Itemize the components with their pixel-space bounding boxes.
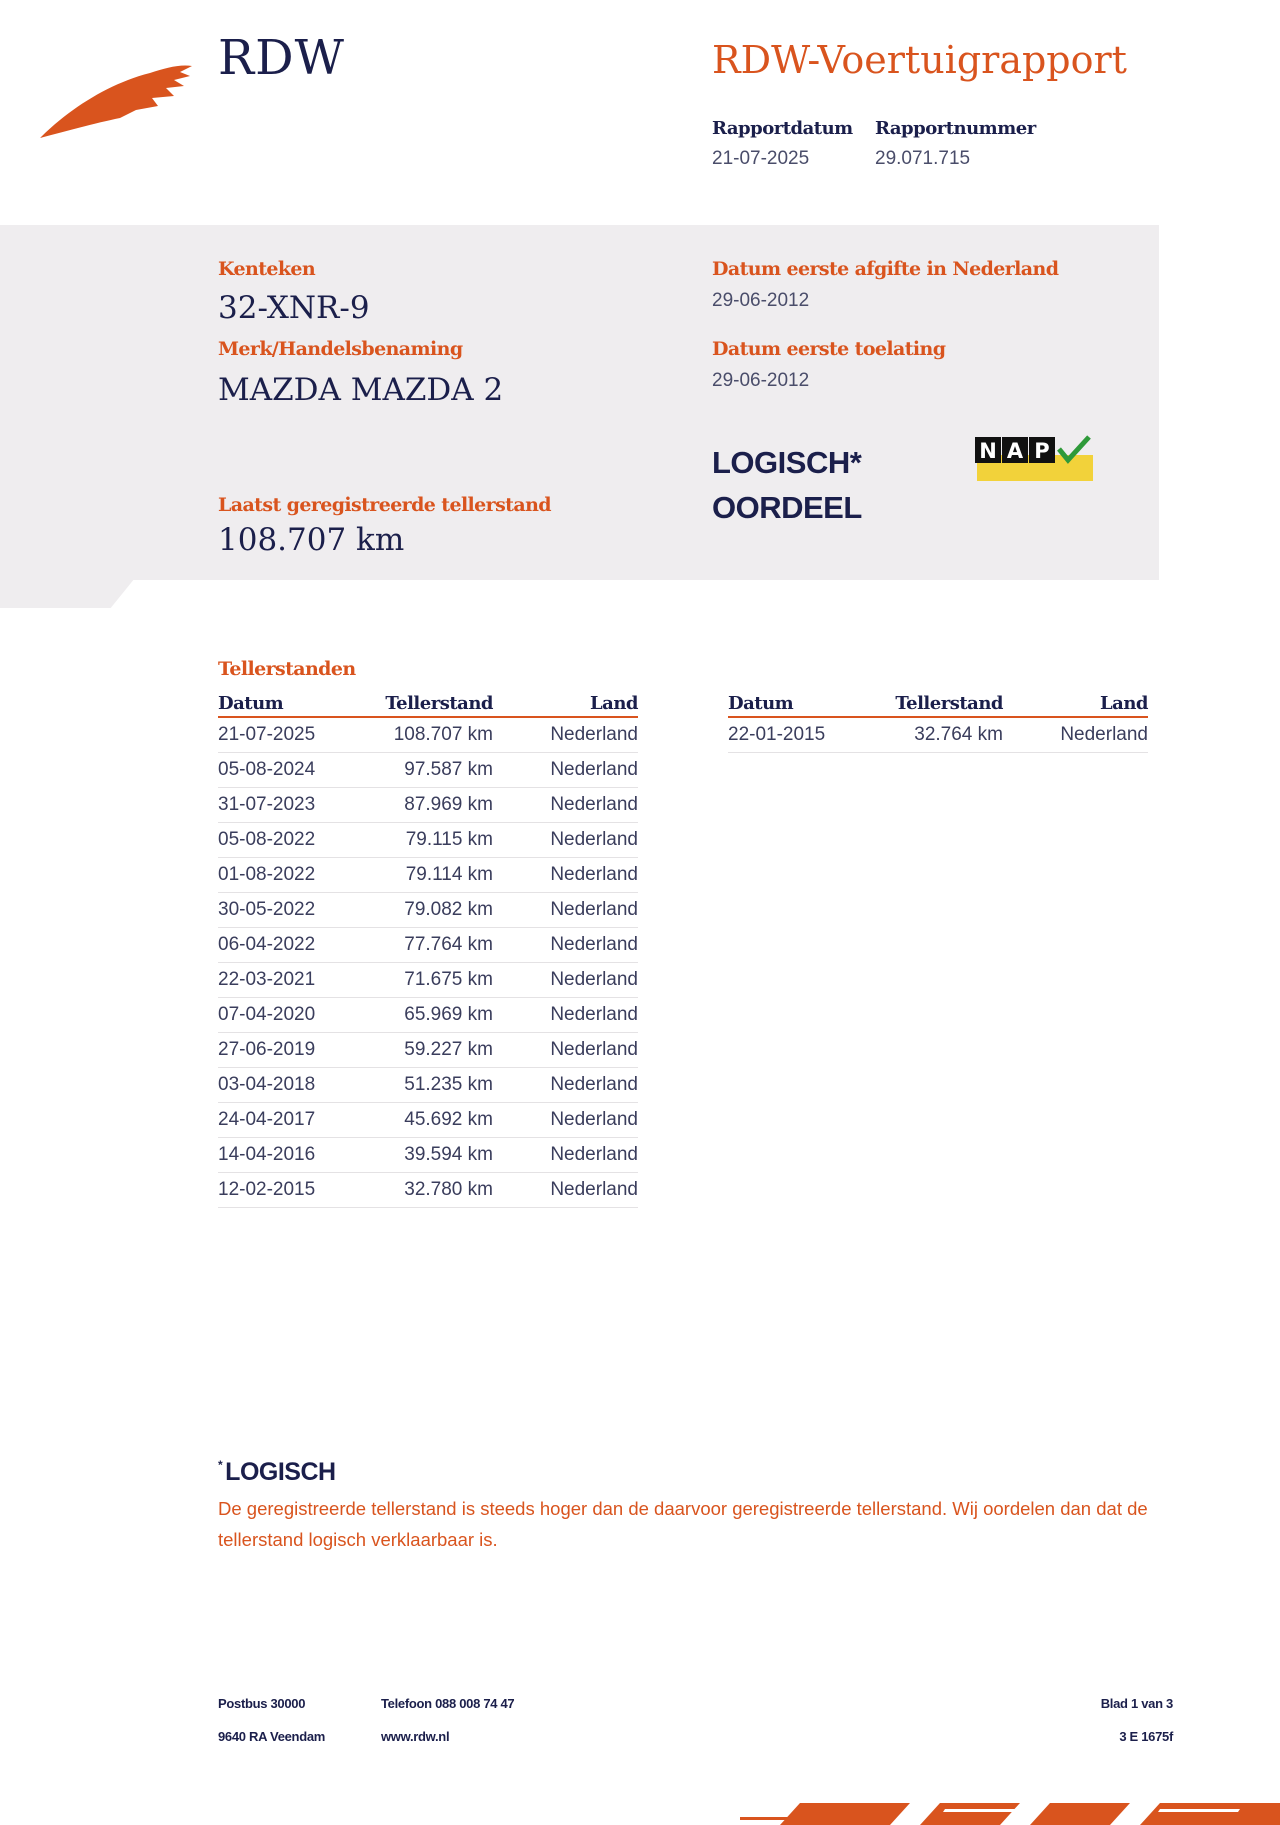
table-row <box>218 823 638 858</box>
odometer-table-left <box>218 692 638 1208</box>
row-odometer: 39.594 km <box>368 1138 493 1173</box>
row-country: Nederland <box>1003 717 1148 753</box>
table-row <box>218 1138 638 1173</box>
row-odometer: 65.969 km <box>368 998 493 1033</box>
nap-letter-a: A <box>1006 439 1024 463</box>
table-row <box>218 858 638 893</box>
col-country: Land <box>493 692 638 717</box>
table-row <box>218 1103 638 1138</box>
note-text: De geregistreerde tellerstand is steeds hoger dan de daarvoor geregistreerde tellerstand. Wij oordelen dan dat de tellerstand logisch verklaarbaar is. <box>218 1498 1148 1550</box>
note-marker: * <box>218 1458 223 1472</box>
odometer-heading: Tellerstanden <box>218 658 356 680</box>
row-odometer: 45.692 km <box>368 1103 493 1138</box>
verdict <box>712 440 862 530</box>
report-date: 21-07-2025 <box>712 148 810 169</box>
row-date: 24-04-2017 <box>218 1103 368 1138</box>
row-odometer: 71.675 km <box>368 963 493 998</box>
row-date: 01-08-2022 <box>218 858 368 893</box>
row-country: Nederland <box>493 823 638 858</box>
report-title: RDW-Voertuigrapport <box>712 38 1127 82</box>
report-number-label: Rapportnummer <box>875 118 1036 139</box>
row-odometer: 79.114 km <box>368 858 493 893</box>
row-country: Nederland <box>493 893 638 928</box>
odometer-table-right <box>728 692 1148 753</box>
row-date: 03-04-2018 <box>218 1068 368 1103</box>
table-row <box>218 1033 638 1068</box>
table-row <box>218 753 638 788</box>
row-country: Nederland <box>493 858 638 893</box>
rdw-logo <box>40 58 195 143</box>
row-odometer: 77.764 km <box>368 928 493 963</box>
row-date: 07-04-2020 <box>218 998 368 1033</box>
footer-page-number: Blad 1 van 3 <box>1100 1696 1173 1711</box>
footer-address-2: 9640 RA Veendam <box>218 1729 326 1744</box>
row-date: 06-04-2022 <box>218 928 368 963</box>
table-row <box>218 1173 638 1208</box>
row-date: 05-08-2022 <box>218 823 368 858</box>
footer-phone: Telefoon 088 008 74 47 <box>381 1696 515 1711</box>
row-country: Nederland <box>493 753 638 788</box>
row-odometer: 79.115 km <box>368 823 493 858</box>
row-odometer: 87.969 km <box>368 788 493 823</box>
col-date: Datum <box>728 692 878 717</box>
nap-letter-p: P <box>1034 439 1050 463</box>
table-row <box>218 717 638 753</box>
verdict-line-2: OORDEEL <box>712 490 862 525</box>
row-date: 22-01-2015 <box>728 717 878 753</box>
col-odometer: Tellerstand <box>368 692 493 717</box>
verdict-line-1: LOGISCH* <box>712 445 862 480</box>
col-country: Land <box>1003 692 1148 717</box>
report-date-label: Rapportdatum <box>712 118 853 139</box>
first-nl-label: Datum eerste afgifte in Nederland <box>712 258 1059 280</box>
table-row <box>218 998 638 1033</box>
first-admission-value: 29-06-2012 <box>712 370 810 391</box>
row-date: 12-02-2015 <box>218 1173 368 1208</box>
table-row <box>218 963 638 998</box>
row-odometer: 32.780 km <box>368 1173 493 1208</box>
col-odometer: Tellerstand <box>878 692 1003 717</box>
footer-website[interactable]: www.rdw.nl <box>381 1729 450 1744</box>
row-country: Nederland <box>493 1068 638 1103</box>
plate-label: Kenteken <box>218 258 316 280</box>
row-country: Nederland <box>493 1173 638 1208</box>
note-title-text: LOGISCH <box>225 1458 336 1486</box>
row-odometer: 79.082 km <box>368 893 493 928</box>
row-country: Nederland <box>493 788 638 823</box>
panel-tab-decoration <box>0 578 135 608</box>
row-date: 14-04-2016 <box>218 1138 368 1173</box>
first-admission-label: Datum eerste toelating <box>712 338 946 360</box>
note-title <box>218 1458 336 1487</box>
row-date: 22-03-2021 <box>218 963 368 998</box>
table-row <box>218 1068 638 1103</box>
plate-value: 32-XNR-9 <box>218 290 370 326</box>
row-country: Nederland <box>493 998 638 1033</box>
footer-code: 3 E 1675f <box>1119 1729 1173 1744</box>
table-row <box>218 788 638 823</box>
row-date: 21-07-2025 <box>218 717 368 753</box>
row-country: Nederland <box>493 1033 638 1068</box>
row-country: Nederland <box>493 1138 638 1173</box>
nap-letter-n: N <box>979 439 997 463</box>
row-odometer: 59.227 km <box>368 1033 493 1068</box>
mileage-label: Laatst geregistreerde tellerstand <box>218 494 551 516</box>
table-row <box>218 893 638 928</box>
footer-address-1: Postbus 30000 <box>218 1696 306 1711</box>
make-value: MAZDA MAZDA 2 <box>218 372 504 408</box>
col-date: Datum <box>218 692 368 717</box>
row-country: Nederland <box>493 963 638 998</box>
row-country: Nederland <box>493 717 638 753</box>
nap-logo <box>975 435 1095 483</box>
brand-name: RDW <box>218 30 345 86</box>
row-country: Nederland <box>493 928 638 963</box>
mileage-value: 108.707 km <box>218 522 405 558</box>
row-date: 27-06-2019 <box>218 1033 368 1068</box>
footer-stripes-decoration <box>740 1795 1280 1825</box>
first-nl-value: 29-06-2012 <box>712 290 810 311</box>
row-date: 31-07-2023 <box>218 788 368 823</box>
report-number: 29.071.715 <box>875 148 971 169</box>
row-date: 05-08-2024 <box>218 753 368 788</box>
row-odometer: 97.587 km <box>368 753 493 788</box>
make-label: Merk/Handelsbenaming <box>218 338 463 360</box>
row-odometer: 32.764 km <box>878 717 1003 753</box>
row-date: 30-05-2022 <box>218 893 368 928</box>
table-row <box>218 928 638 963</box>
row-country: Nederland <box>493 1103 638 1138</box>
table-row <box>728 717 1148 753</box>
row-odometer: 51.235 km <box>368 1068 493 1103</box>
row-odometer: 108.707 km <box>368 717 493 753</box>
